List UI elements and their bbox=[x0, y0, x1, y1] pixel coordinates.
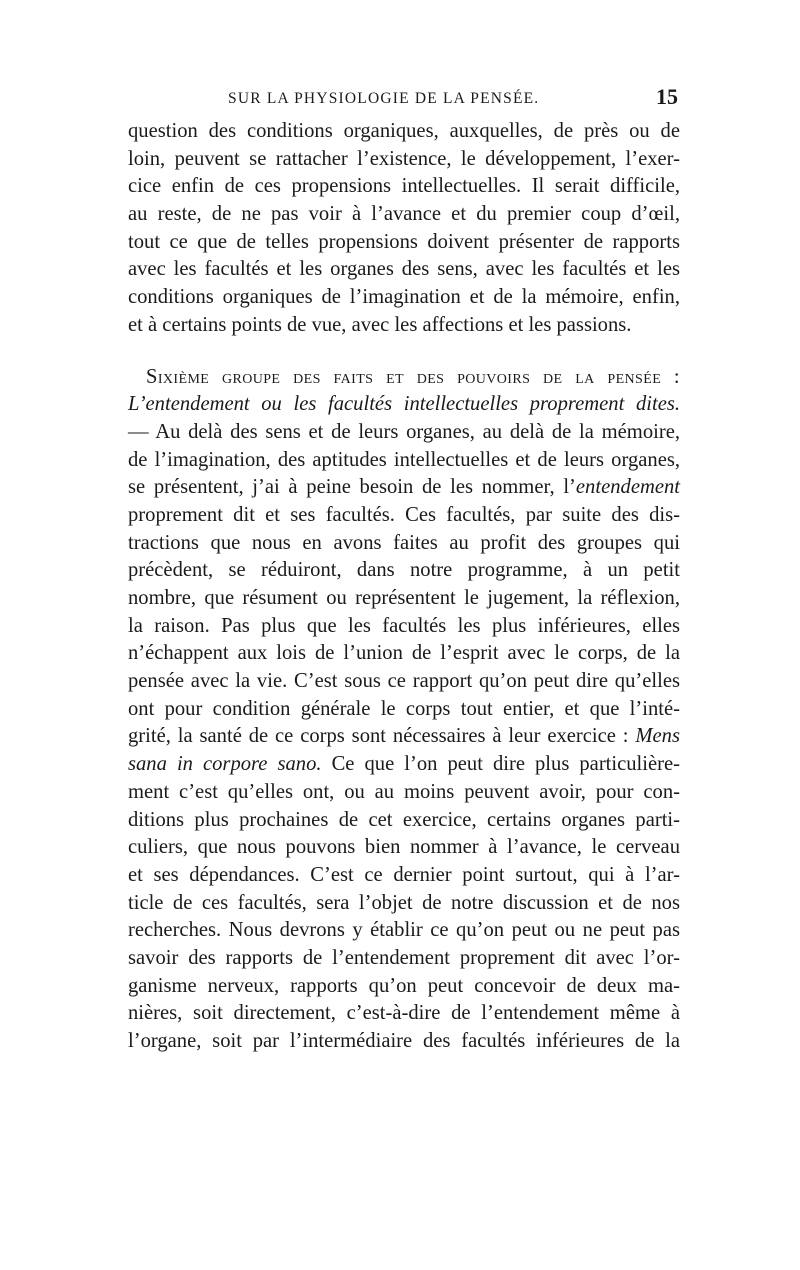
text-line: culiers, que nous pouvons bien nommer à l’avance, le cerveau bbox=[128, 836, 680, 859]
section-subtitle: L’entendement ou les facultés intellectuelles proprement dites. bbox=[128, 393, 680, 416]
text-line: l’organe, soit par l’intermédiaire des facultés inférieures de la bbox=[128, 1030, 680, 1052]
section-subtitle-line bbox=[128, 391, 680, 419]
text-line: ticle de ces facultés, sera l’objet de notre discussion et de nos bbox=[128, 891, 680, 914]
text-line: conditions organiques de l’imagination et de la mémoire, enfin, bbox=[128, 286, 680, 309]
page-number: 15 bbox=[656, 84, 678, 109]
text-line: avec les facultés et les organes des sens, avec les facultés et les bbox=[128, 258, 680, 281]
text-line: ganisme nerveux, rapports qu’on peut concevoir de deux ma- bbox=[128, 974, 680, 997]
text-line: — Au delà des sens et de leurs organes, au delà de la mémoire, bbox=[128, 420, 680, 443]
text-line: question des conditions organiques, auxquelles, de près ou de bbox=[128, 120, 680, 142]
text-line: au reste, de ne pas voir à l’avance et du premier coup d’œil, bbox=[128, 203, 680, 226]
text-line: de l’imagination, des aptitudes intellectuelles et de leurs organes, bbox=[128, 448, 680, 471]
text-line: recherches. Nous devrons y établir ce qu’on peut ou ne peut pas bbox=[128, 919, 680, 942]
text-line-mixed bbox=[128, 723, 680, 751]
paragraph-2 bbox=[128, 364, 680, 1056]
text-line: n’échappent aux lois de l’union de l’esprit avec le corps, de la bbox=[128, 642, 680, 665]
text-line: tractions que nous en avons faites au profit des groupes qui bbox=[128, 531, 680, 554]
text-line: ditions plus prochaines de cet exercice, certains organes parti- bbox=[128, 808, 680, 831]
text-line: nières, soit directement, c’est-à-dire de l’entendement même à bbox=[128, 1002, 680, 1025]
text-fragment: se présentent, j’ai à peine besoin de les nommer, l’ bbox=[128, 476, 576, 499]
text-line: ment c’est qu’elles ont, ou au moins peuvent avoir, pour con- bbox=[128, 780, 680, 803]
text-line: et ses dépendances. C’est ce dernier point surtout, qui à l’ar- bbox=[128, 863, 680, 886]
text-line: nombre, que résument ou représentent le jugement, la réflexion, bbox=[128, 587, 680, 609]
text-line: savoir des rapports de l’entendement proprement dit avec l’or- bbox=[128, 946, 680, 969]
section-heading-text: Sixième groupe des faits et des pouvoirs de la pensée : bbox=[146, 365, 680, 388]
text-line: précèdent, se réduiront, dans notre programme, à un petit bbox=[128, 559, 680, 582]
running-title: SUR LA PHYSIOLOGIE DE LA PENSÉE. bbox=[228, 90, 540, 107]
text-line-mixed bbox=[128, 474, 680, 502]
book-page bbox=[128, 84, 680, 1056]
section-heading bbox=[128, 364, 680, 392]
text-line: cice enfin de ces propensions intellectuelles. Il serait difficile, bbox=[128, 175, 680, 198]
text-line: ont pour condition générale le corps tout entier, et que l’inté- bbox=[128, 697, 680, 720]
text-fragment: grité, la santé de ce corps sont nécessaires à leur exercice : bbox=[128, 725, 636, 748]
text-line: loin, peuvent se rattacher l’existence, le développement, l’exer- bbox=[128, 147, 680, 170]
paragraph-1 bbox=[128, 118, 680, 340]
text-line-mixed bbox=[128, 751, 680, 779]
text-fragment: Ce que l’on peut dire plus particulière- bbox=[321, 753, 680, 776]
italic-fragment: sana in corpore sano. bbox=[128, 753, 322, 776]
text-line: proprement dit et ses facultés. Ces facultés, par suite des dis- bbox=[128, 503, 680, 526]
italic-fragment: Mens bbox=[635, 725, 680, 748]
text-line: tout ce que de telles propensions doivent présenter de rapports bbox=[128, 230, 680, 253]
section-gap bbox=[128, 340, 680, 364]
italic-fragment: entendement bbox=[575, 476, 680, 499]
text-line: et à certains points de vue, avec les affections et les passions. bbox=[128, 313, 632, 336]
text-line: pensée avec la vie. C’est sous ce rapport qu’on peut dire qu’elles bbox=[128, 670, 680, 693]
running-head bbox=[128, 84, 680, 118]
text-line: la raison. Pas plus que les facultés les plus inférieures, elles bbox=[128, 614, 680, 637]
